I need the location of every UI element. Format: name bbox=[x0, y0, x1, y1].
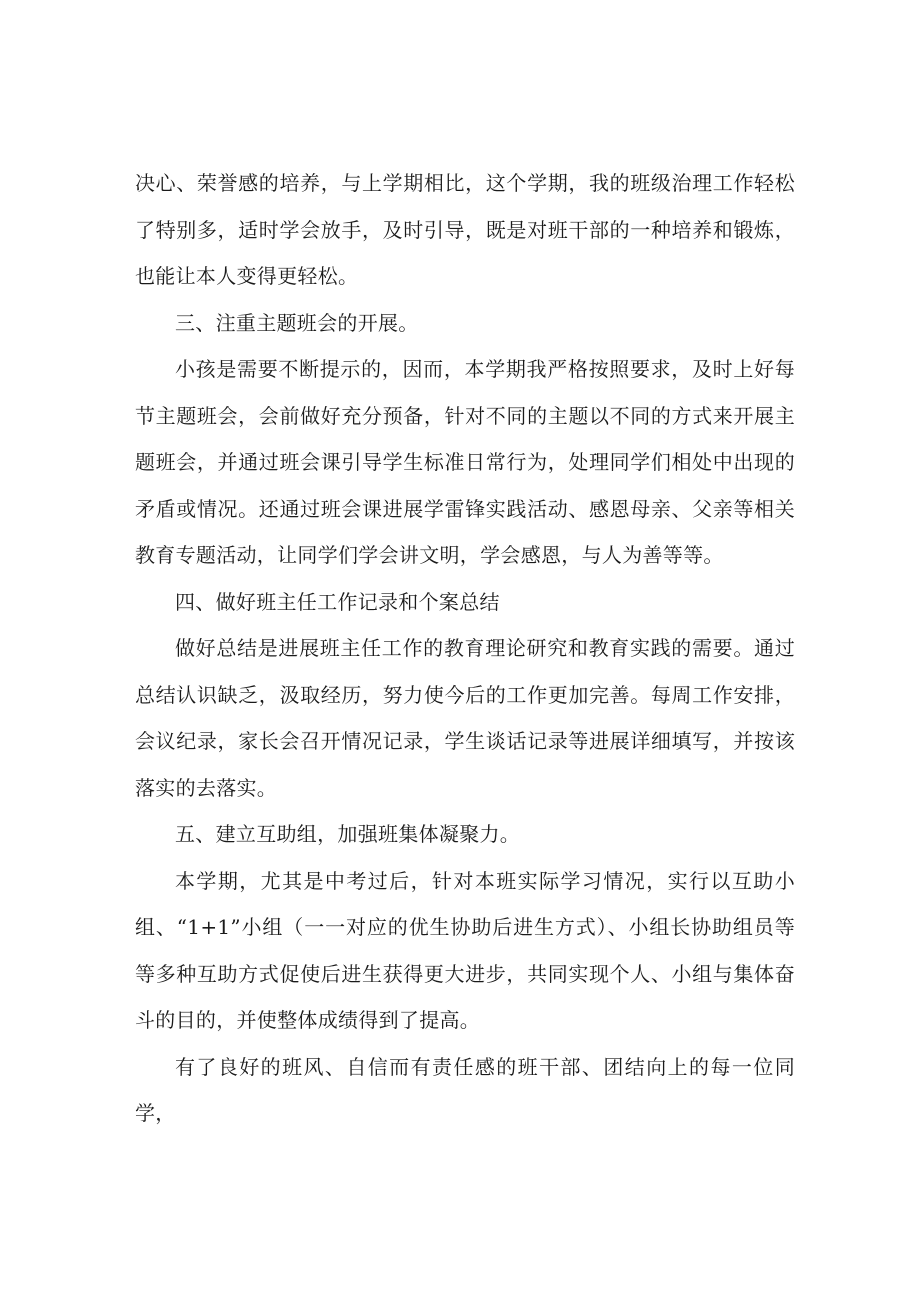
paragraph-continuation: 决心、荣誉感的培养，与上学期相比，这个学期，我的班级治理工作轻松了特别多，适时学会放手，及时引导，既是对班干部的一种培养和锻炼，也能让本人变得更轻松。 bbox=[135, 171, 795, 288]
paragraph-theme-meetings: 小孩是需要不断提示的，因而，本学期我严格按照要求，及时上好每节主题班会，会前做好充分预备，针对不同的主题以不同的方式来开展主题班会，并通过班会课引导学生标准日常行为，处理同学们相处中出现的矛盾或情况。还通过班会课进展学雷锋实践活动、感恩母亲、父亲等相关教育专题活动，让同学们学会讲文明，学会感恩，与人为善等等。 bbox=[135, 357, 795, 567]
paragraph-records-summary: 做好总结是进展班主任工作的教育理论研究和教育实践的需要。通过总结认识缺乏，汲取经历，努力使今后的工作更加完善。每周工作安排，会议纪录，家长会召开情况记录，学生谈话记录等进展详细填写，并按该落实的去落实。 bbox=[135, 636, 795, 800]
paragraph-mutual-help: 本学期，尤其是中考过后，针对本班实际学习情况，实行以互助小组、“1+1”小组（一一对应的优生协助后进生方式）、小组长协助组员等等多种互助方式促使后进生获得更大进步，共同实现个人、小组与集体奋斗的目的，并使整体成绩得到了提高。 bbox=[135, 868, 795, 1032]
paragraph-closing: 有了良好的班风、自信而有责任感的班干部、团结向上的每一位同学， bbox=[135, 1054, 795, 1125]
document-body bbox=[135, 160, 795, 1137]
section-heading-5: 五、建立互助组，加强班集体凝聚力。 bbox=[175, 822, 521, 846]
section-heading-4: 四、做好班主任工作记录和个案总结 bbox=[175, 589, 500, 614]
section-heading-3: 三、注重主题班会的开展。 bbox=[175, 310, 419, 335]
